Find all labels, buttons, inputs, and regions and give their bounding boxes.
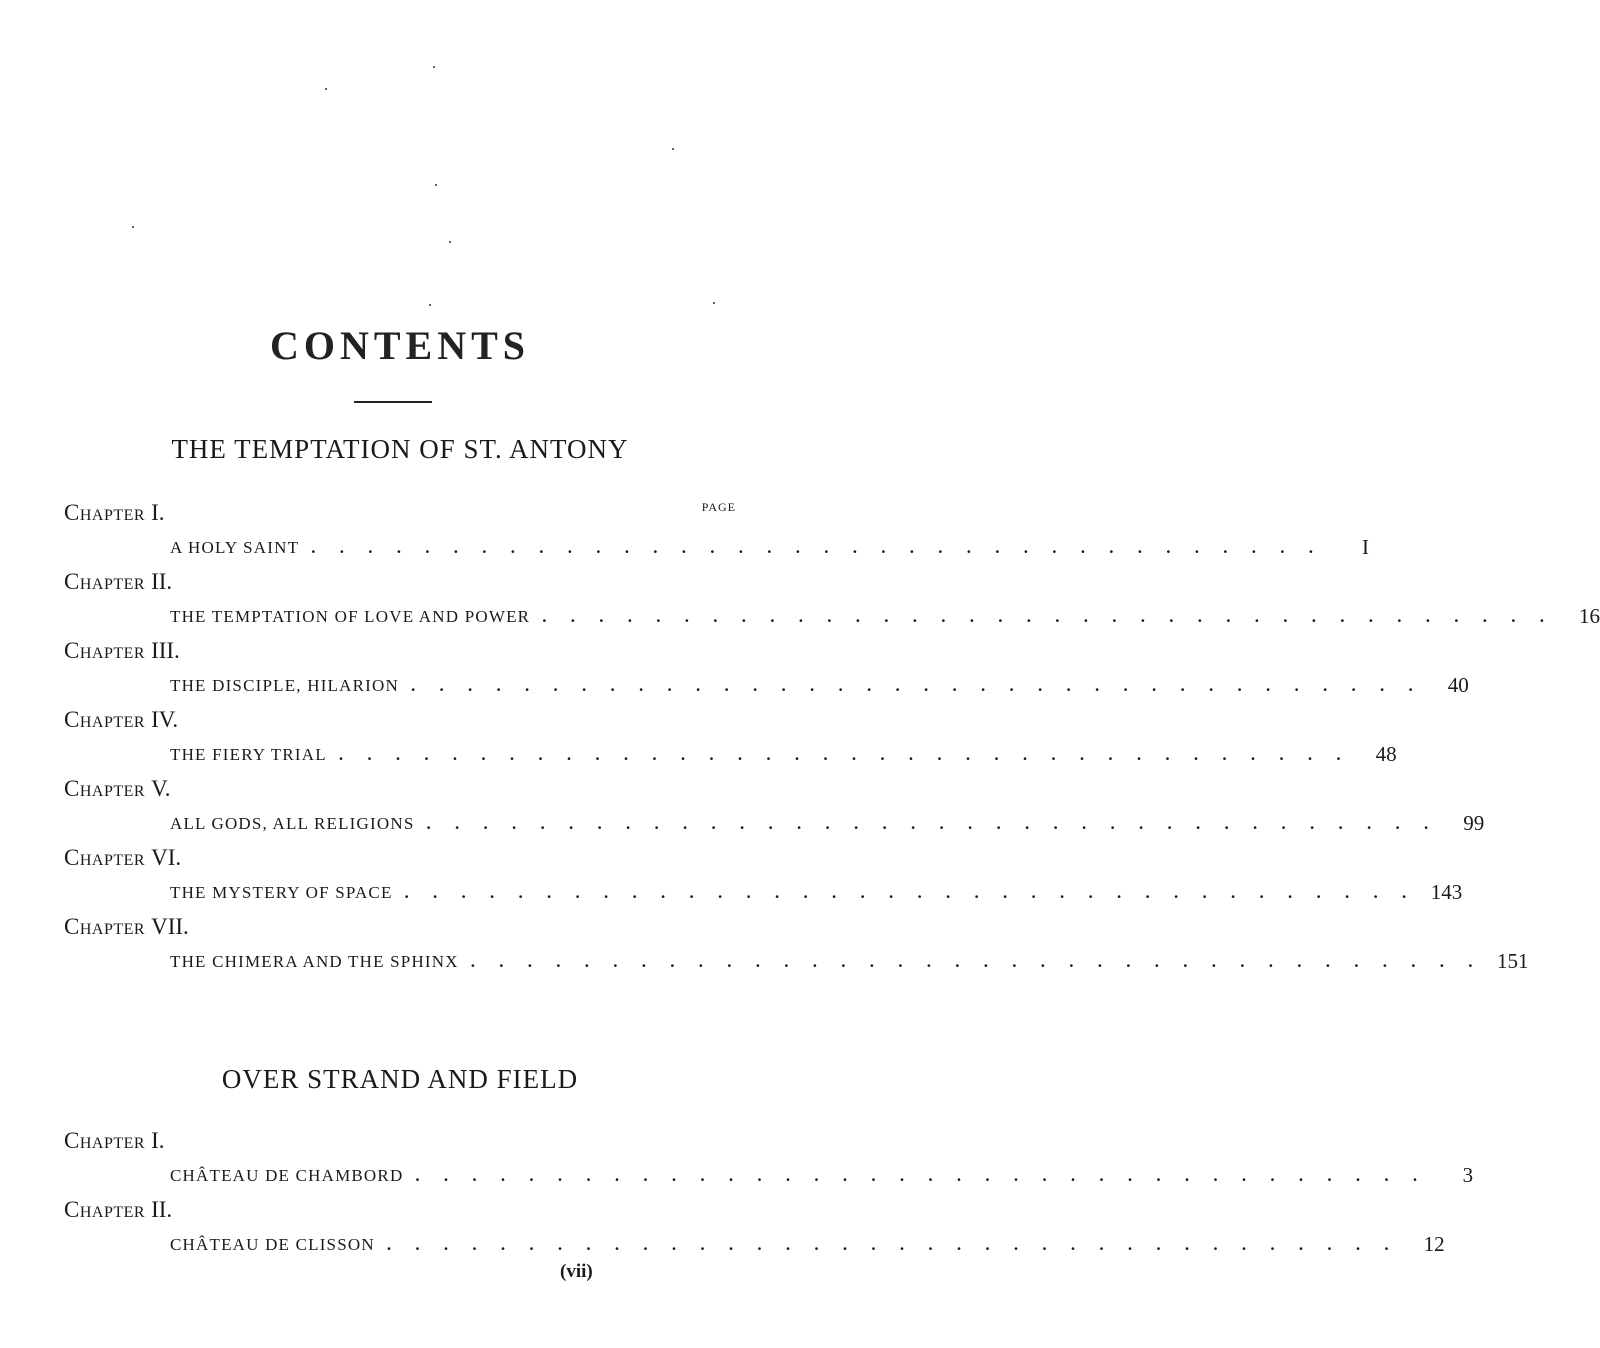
dot-leader: . . . . . . . . . . . . . . . . . . . . . . . . . . . . . . . . . . . . [426, 813, 1439, 833]
chapter-heading [64, 703, 736, 737]
entry-title: THE CHIMERA AND THE SPHINX [170, 951, 459, 971]
entry-title: THE DISCIPLE, HILARION [170, 675, 399, 695]
chapter-numeral: II. [151, 569, 173, 594]
page-column-label: PAGE [701, 500, 736, 514]
chapter-numeral: IV. [151, 707, 179, 732]
chapter-numeral: V. [151, 776, 171, 801]
dot-leader: . . . . . . . . . . . . . . . . . . . . . . . . . . . . . . . . . . . . [404, 882, 1417, 902]
chapter-label: Chapter [64, 707, 146, 732]
entry-page-number: 12 [1423, 1232, 1445, 1256]
entry-title: THE FIERY TRIAL [170, 744, 327, 764]
chapter-label: Chapter [64, 776, 146, 801]
entry-page-number: 40 [1447, 673, 1469, 697]
entry-title: A HOLY SAINT [170, 537, 300, 557]
entry-page-number: 3 [1462, 1163, 1474, 1187]
chapter-numeral: VII. [151, 914, 189, 939]
dot-leader: . . . . . . . . . . . . . . . . . . . . . . . . . . . . . . . . . . . . [470, 951, 1483, 971]
chapter-heading [64, 634, 736, 668]
chapter-heading [64, 1193, 736, 1227]
chapter-numeral: I. [151, 500, 165, 525]
chapter-label: Chapter [64, 1197, 146, 1222]
toc-entry[interactable] [170, 530, 1369, 565]
scan-speck [435, 184, 437, 186]
toc-entry[interactable] [170, 599, 1600, 634]
toc-entry[interactable] [170, 1158, 1474, 1193]
scan-speck [672, 148, 674, 150]
toc-entry[interactable] [170, 944, 1529, 979]
scan-speck [132, 226, 134, 228]
toc-entry[interactable] [170, 668, 1469, 703]
chapter-label: Chapter [64, 569, 146, 594]
entry-title: CHÂTEAU DE CLISSON [170, 1234, 375, 1254]
entry-title: CHÂTEAU DE CHAMBORD [170, 1165, 404, 1185]
entry-page-number: I [1361, 535, 1369, 559]
chapter-label: Chapter [64, 500, 146, 525]
scan-speck [449, 241, 451, 243]
chapter-numeral: II. [151, 1197, 173, 1222]
chapter-heading [64, 841, 736, 875]
toc-entry[interactable] [170, 806, 1485, 841]
toc-entry[interactable] [170, 1227, 1445, 1262]
heading-rule [354, 401, 432, 403]
entry-title: THE MYSTERY OF SPACE [170, 882, 393, 902]
chapter-label: Chapter [64, 914, 146, 939]
entry-page-number: 16 [1578, 604, 1600, 628]
chapter-label: Chapter [64, 1128, 146, 1153]
dot-leader: . . . . . . . . . . . . . . . . . . . . . . . . . . . . . . . . . . . . [415, 1165, 1428, 1185]
scan-speck [429, 304, 431, 306]
part-title: OVER STRAND AND FIELD [221, 1064, 579, 1094]
part-title: THE TEMPTATION OF ST. ANTONY [171, 434, 629, 464]
dot-leader: . . . . . . . . . . . . . . . . . . . . . . . . . . . . . . . . . . . . [386, 1234, 1399, 1254]
chapter-numeral: I. [151, 1128, 165, 1153]
toc-section-strand [64, 1124, 1474, 1262]
chapter-heading [64, 565, 736, 599]
entry-page-number: 143 [1430, 880, 1463, 904]
entry-page-number: 99 [1463, 811, 1485, 835]
contents-heading: CONTENTS [269, 323, 531, 368]
toc-section-antony [64, 496, 1600, 979]
chapter-numeral: VI. [151, 845, 182, 870]
chapter-heading [64, 910, 736, 944]
entry-title: THE TEMPTATION OF LOVE AND POWER [170, 606, 531, 626]
dot-leader: . . . . . . . . . . . . . . . . . . . . . . . . . . . . . . . . . . . . [311, 537, 1323, 557]
chapter-label: Chapter [64, 845, 146, 870]
scan-speck [433, 66, 435, 68]
chapter-heading [64, 772, 736, 806]
page-folio: (vii) [560, 1261, 593, 1282]
dot-leader: . . . . . . . . . . . . . . . . . . . . . . . . . . . . . . . . . . . . [338, 744, 1351, 764]
chapter-label: Chapter [64, 638, 146, 663]
chapter-heading [64, 1124, 736, 1158]
toc-entry[interactable] [170, 875, 1463, 910]
chapter-numeral: III. [151, 638, 180, 663]
scan-speck [713, 302, 715, 304]
scan-speck [325, 88, 327, 90]
dot-leader: . . . . . . . . . . . . . . . . . . . . . . . . . . . . . . . . . . . . [410, 675, 1423, 695]
chapter-heading [64, 496, 736, 530]
toc-entry[interactable] [170, 737, 1397, 772]
dot-leader: . . . . . . . . . . . . . . . . . . . . . . . . . . . . . . . . . . . . [542, 606, 1554, 626]
entry-page-number: 151 [1496, 949, 1529, 973]
entry-page-number: 48 [1375, 742, 1397, 766]
entry-title: ALL GODS, ALL RELIGIONS [170, 813, 415, 833]
